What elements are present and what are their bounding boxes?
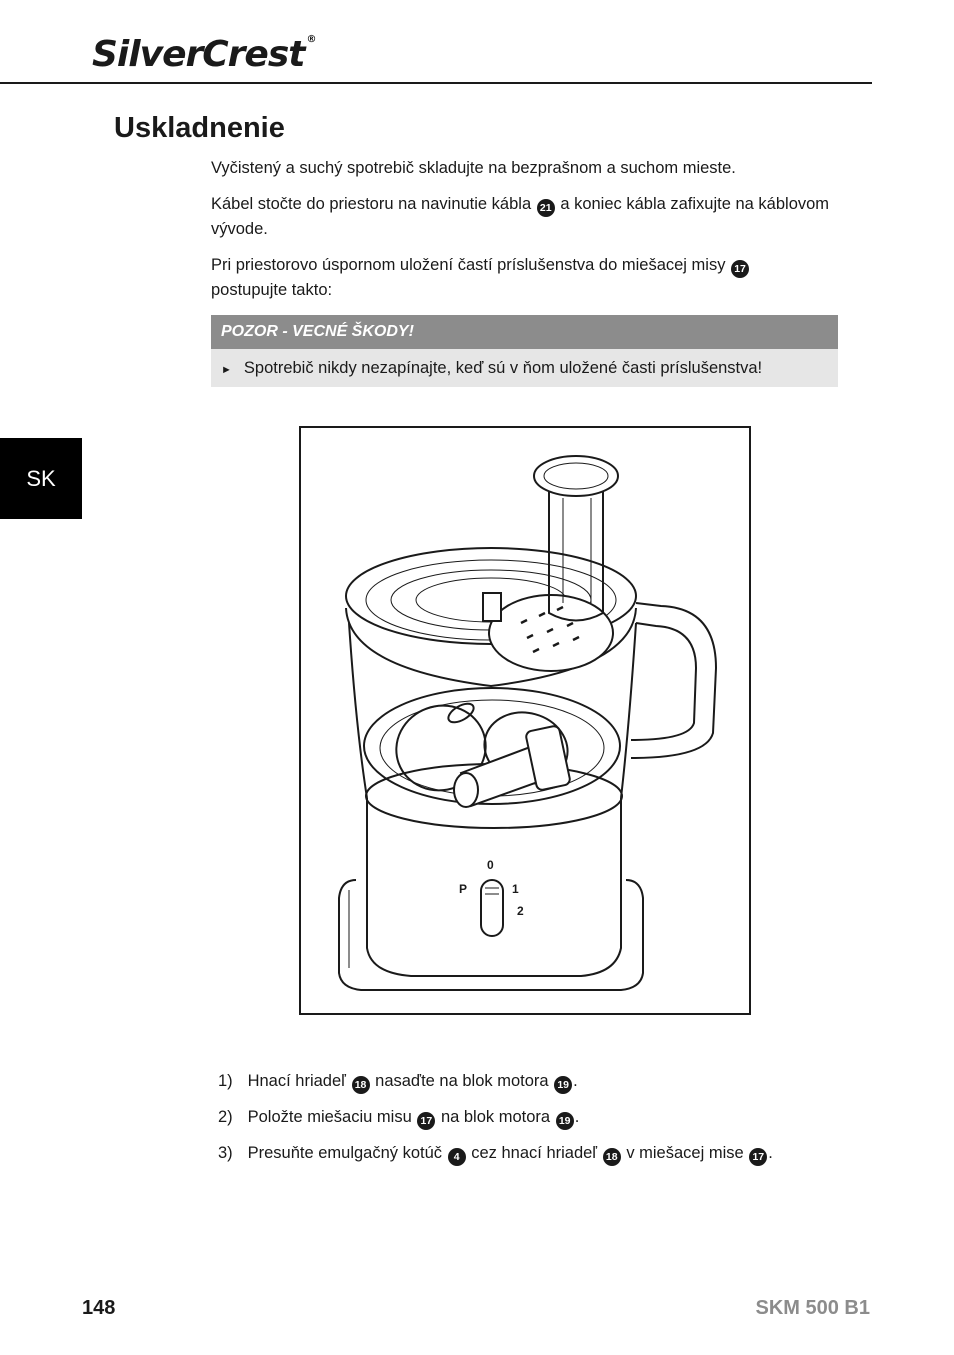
switch-label-0: 0	[487, 858, 494, 872]
page-number: 148	[82, 1297, 116, 1319]
switch-label-p: P	[459, 882, 468, 896]
warning-title: POZOR - VECNÉ ŠKODY!	[211, 315, 838, 349]
step-item: 2) Položte miešaciu misu 17 na blok motora 19 .	[218, 1105, 858, 1141]
food-processor-illustration	[299, 426, 751, 1015]
paragraph-cable: Kábel stočte do priestoru na navinutie kábla 21 a koniec kábla zafixujte na káblovom vývode.	[211, 195, 830, 238]
paragraph-storage: Vyčistený a suchý spotrebič skladujte na bezprašnom a suchom mieste.	[211, 159, 736, 177]
language-tab: SK	[0, 438, 82, 519]
page-title: Uskladnenie	[114, 112, 285, 144]
brand-logo: SilverCrest ®	[92, 34, 316, 75]
switch-label-1: 1	[512, 882, 519, 896]
switch-label-2: 2	[517, 904, 524, 918]
paragraph-accessories: Pri priestorovo úspornom uložení častí príslušenstva do miešacej misy 17 postupujte takto:	[211, 253, 831, 303]
step-item: 1) Hnací hriadeľ 18 nasaďte na blok motora 19 .	[218, 1069, 858, 1105]
ref-number: 17	[417, 1112, 435, 1130]
ref-number: 18	[603, 1148, 621, 1166]
warning-box	[211, 315, 838, 387]
ref-number: 21	[537, 199, 555, 217]
ref-number: 19	[556, 1112, 574, 1130]
steps-list	[218, 1069, 858, 1177]
ref-number: 17	[731, 260, 749, 278]
ref-number: 4	[448, 1148, 466, 1166]
step-item: 3) Presuňte emulgačný kotúč 4 cez hnací hriadeľ 18 v miešacej mise 17 .	[218, 1141, 858, 1177]
bullet-arrow-icon: ►	[221, 364, 232, 376]
warning-body: ► Spotrebič nikdy nezapínajte, keď sú v ňom uložené časti príslušenstva!	[211, 349, 838, 387]
model-name: SKM 500 B1	[755, 1297, 870, 1319]
header-rule	[0, 82, 872, 84]
ref-number: 18	[352, 1076, 370, 1094]
ref-number: 19	[554, 1076, 572, 1094]
ref-number: 17	[749, 1148, 767, 1166]
